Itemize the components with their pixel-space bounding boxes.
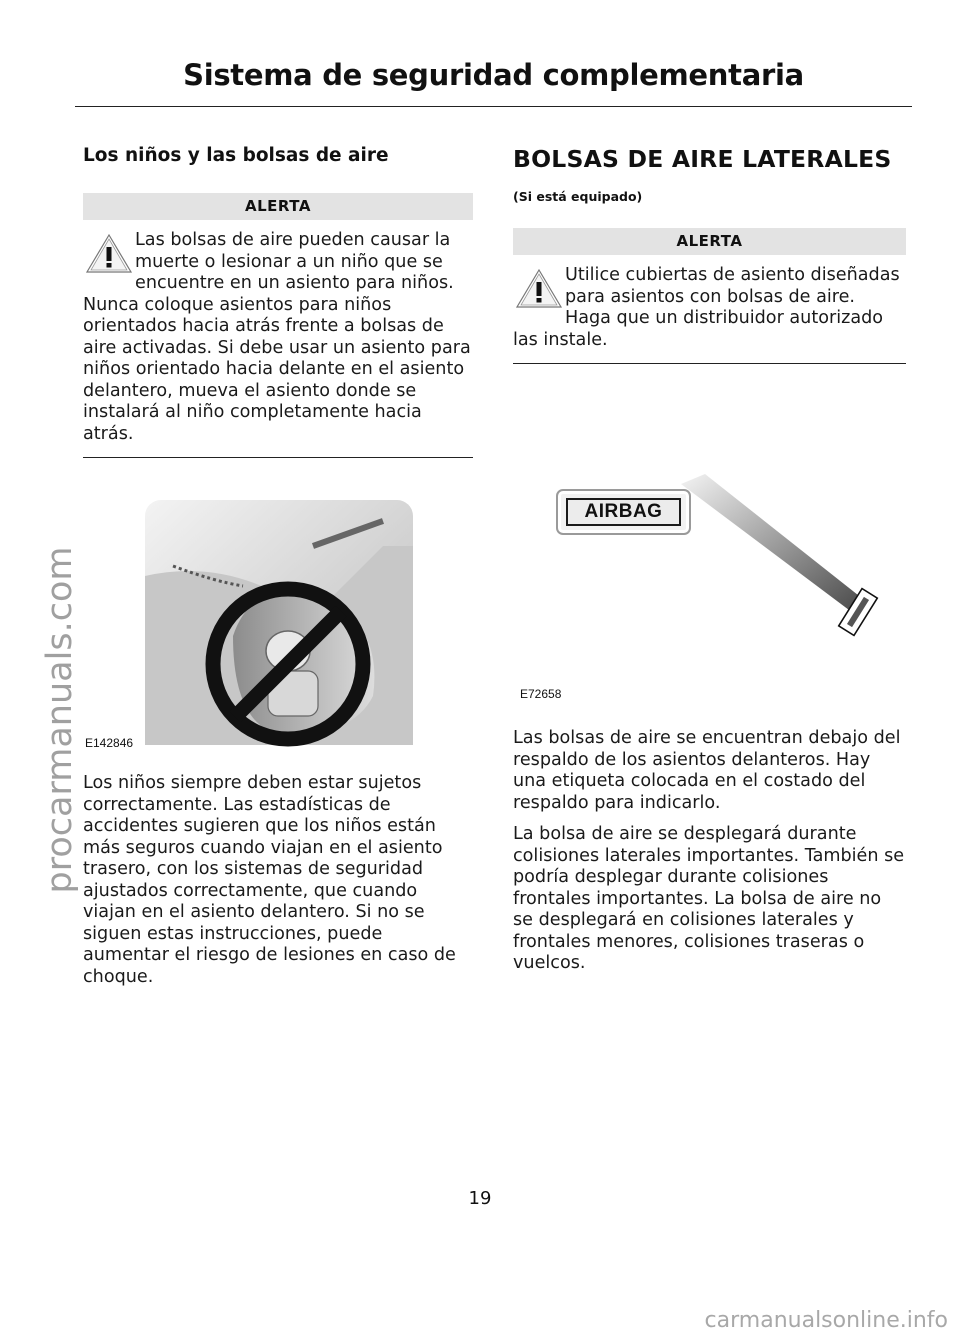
right-column xyxy=(513,145,906,975)
children-body-text: Los niños siempre deben estar sujetos correctamente. Las estadísticas de accidentes sugieren que los niños están más seguros cuando viajan en el asiento trasero, con los sistemas de seguridad ajustados correctamente, que cuando viajan en el asiento delantero. Si no se siguen estas instrucciones, puede aumentar el riesgo de lesiones en caso de choque. xyxy=(83,773,456,987)
figure-airbag-label xyxy=(513,364,906,704)
airbag-tag-text: AIRBAG xyxy=(566,498,681,526)
equipment-note: (Si está equipado) xyxy=(513,189,643,204)
page-number: 19 xyxy=(468,1188,492,1209)
alert-label: ALERTA xyxy=(513,228,906,255)
figure-child-seat-prohibited xyxy=(83,486,473,751)
figure-id: E72658 xyxy=(520,687,562,701)
alert-text: Utilice cubiertas de asiento diseñadas para asientos con bolsas de aire. Haga que un distribuidor autorizado las instale. xyxy=(513,265,900,350)
alert-box xyxy=(513,228,906,364)
airbag-location-text: Las bolsas de aire se encuentran debajo del respaldo de los asientos delanteros. Hay una etiqueta colocada en el costado del respaldo para indicarlo. xyxy=(513,728,901,813)
child-seat-illustration xyxy=(83,486,473,751)
alert-box xyxy=(83,193,473,458)
airbag-deploy-text: La bolsa de aire se desplegará durante colisiones laterales importantes. También se podría desplegar durante colisiones frontales importantes. La bolsa de aire no se desplegará en colisiones laterales y frontales menores, colisiones traseras o vuelcos. xyxy=(513,824,905,973)
section-heading-side-airbags: BOLSAS DE AIRE LATERALES xyxy=(513,145,892,173)
alert-text: Las bolsas de aire pueden causar la muerte o lesionar a un niño que se encuentre en un asiento para niños. Nunca coloque asientos para niños orientados hacia atrás frente a bolsas de aire activadas. Si debe usar un asiento para niños orientado hacia delante en el asiento delantero, mueva el asiento donde se instalará al niño completamente hacia atrás. xyxy=(83,230,471,444)
alert-label: ALERTA xyxy=(83,193,473,220)
warning-triangle-icon xyxy=(513,267,565,311)
alert-rule xyxy=(83,457,473,458)
header-rule xyxy=(75,106,912,107)
section-heading-children-airbags: Los niños y las bolsas de aire xyxy=(83,145,389,166)
warning-triangle-icon xyxy=(83,232,135,276)
alert-text-block xyxy=(83,230,473,445)
watermark-bottom: carmanualsonline.info xyxy=(704,1308,948,1333)
watermark-side: procarmanuals.com xyxy=(40,546,80,894)
airbag-tag xyxy=(556,489,691,535)
page-title: Sistema de seguridad complementaria xyxy=(183,58,804,92)
figure-id: E142846 xyxy=(85,736,134,750)
page-header xyxy=(75,58,912,92)
left-column xyxy=(83,145,473,988)
alert-text-block xyxy=(513,265,906,351)
